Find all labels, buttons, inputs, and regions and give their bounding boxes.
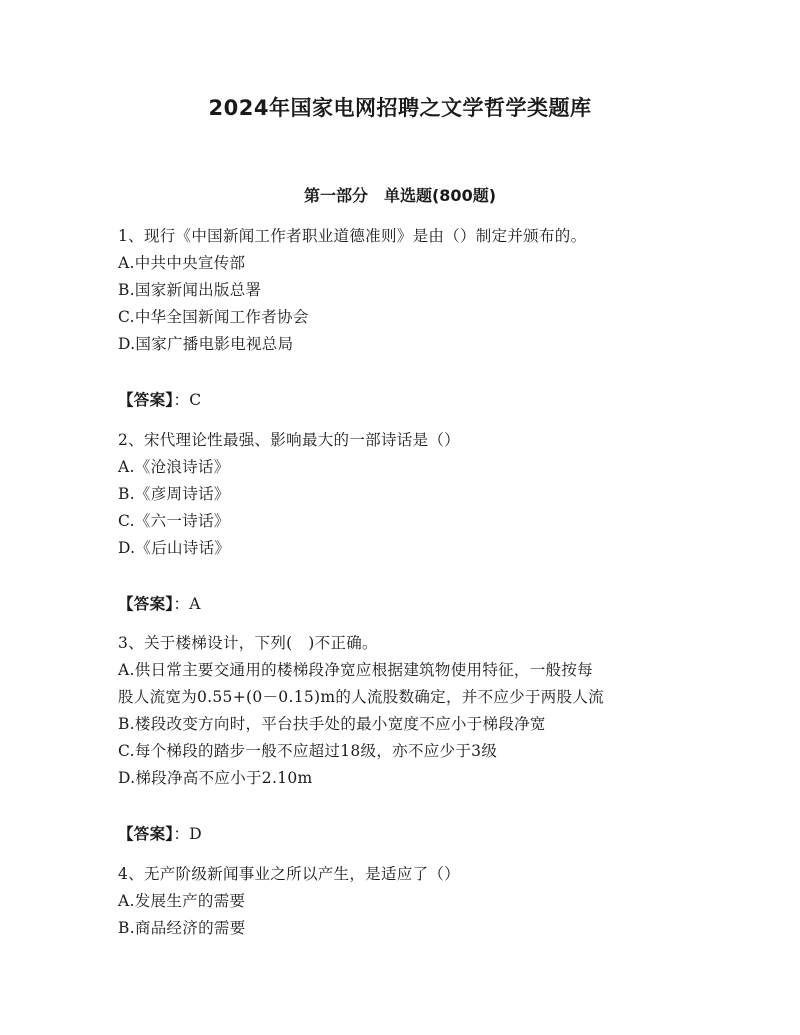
- question-1-option-d: D.国家广播电影电视总局: [118, 335, 294, 353]
- question-1-stem: 1、现行《中国新闻工作者职业道德准则》是由（）制定并颁布的。: [118, 227, 587, 245]
- section-heading: 第一部分 单选题(800题): [303, 186, 497, 205]
- question-3-stem: 3、关于楼梯设计，下列( )不正确。: [118, 634, 378, 652]
- question-3-option-b: B.楼段改变方向时，平台扶手处的最小宽度不应小于梯段净宽: [118, 715, 546, 733]
- question-1-option-b: B.国家新闻出版总署: [118, 281, 262, 299]
- question-3-option-a: A.供日常主要交通用的楼梯段净宽应根据建筑物使用特征，一般按每: [118, 661, 593, 679]
- answer-label: 【答案】: [118, 825, 174, 843]
- answer-value: ：D: [173, 825, 202, 843]
- document-title: 2024年国家电网招聘之文学哲学类题库: [208, 96, 592, 120]
- answer-value: ：A: [173, 595, 201, 613]
- question-2-stem: 2、宋代理论性最强、影响最大的一部诗话是（）: [118, 431, 460, 449]
- question-3-answer: [118, 824, 202, 844]
- question-2-option-a: A.《沧浪诗话》: [118, 458, 230, 476]
- answer-label: 【答案】: [118, 595, 174, 613]
- question-4-option-a: A.发展生产的需要: [118, 892, 246, 910]
- question-2-option-c: C.《六一诗话》: [118, 512, 230, 530]
- question-3-option-d: D.梯段净高不应小于2.10m: [118, 769, 313, 787]
- question-4-stem: 4、无产阶级新闻事业之所以产生，是适应了（）: [118, 865, 460, 883]
- question-4-option-b: B.商品经济的需要: [118, 919, 246, 937]
- question-1-option-a: A.中共中央宣传部: [118, 254, 246, 272]
- answer-label: 【答案】: [118, 391, 174, 409]
- question-2-answer: [118, 594, 201, 614]
- question-2-option-d: D.《后山诗话》: [118, 539, 231, 557]
- answer-value: ：C: [173, 391, 202, 409]
- question-1-answer: [118, 390, 201, 410]
- question-3-option-a-continued: 股人流宽为0.55+(0－0.15)m的人流股数确定，并不应少于两股人流: [118, 688, 604, 706]
- question-1-option-c: C.中华全国新闻工作者协会: [118, 308, 309, 326]
- question-2-option-b: B.《彦周诗话》: [118, 485, 230, 503]
- question-3-option-c: C.每个梯段的踏步一般不应超过18级，亦不应少于3级: [118, 742, 498, 760]
